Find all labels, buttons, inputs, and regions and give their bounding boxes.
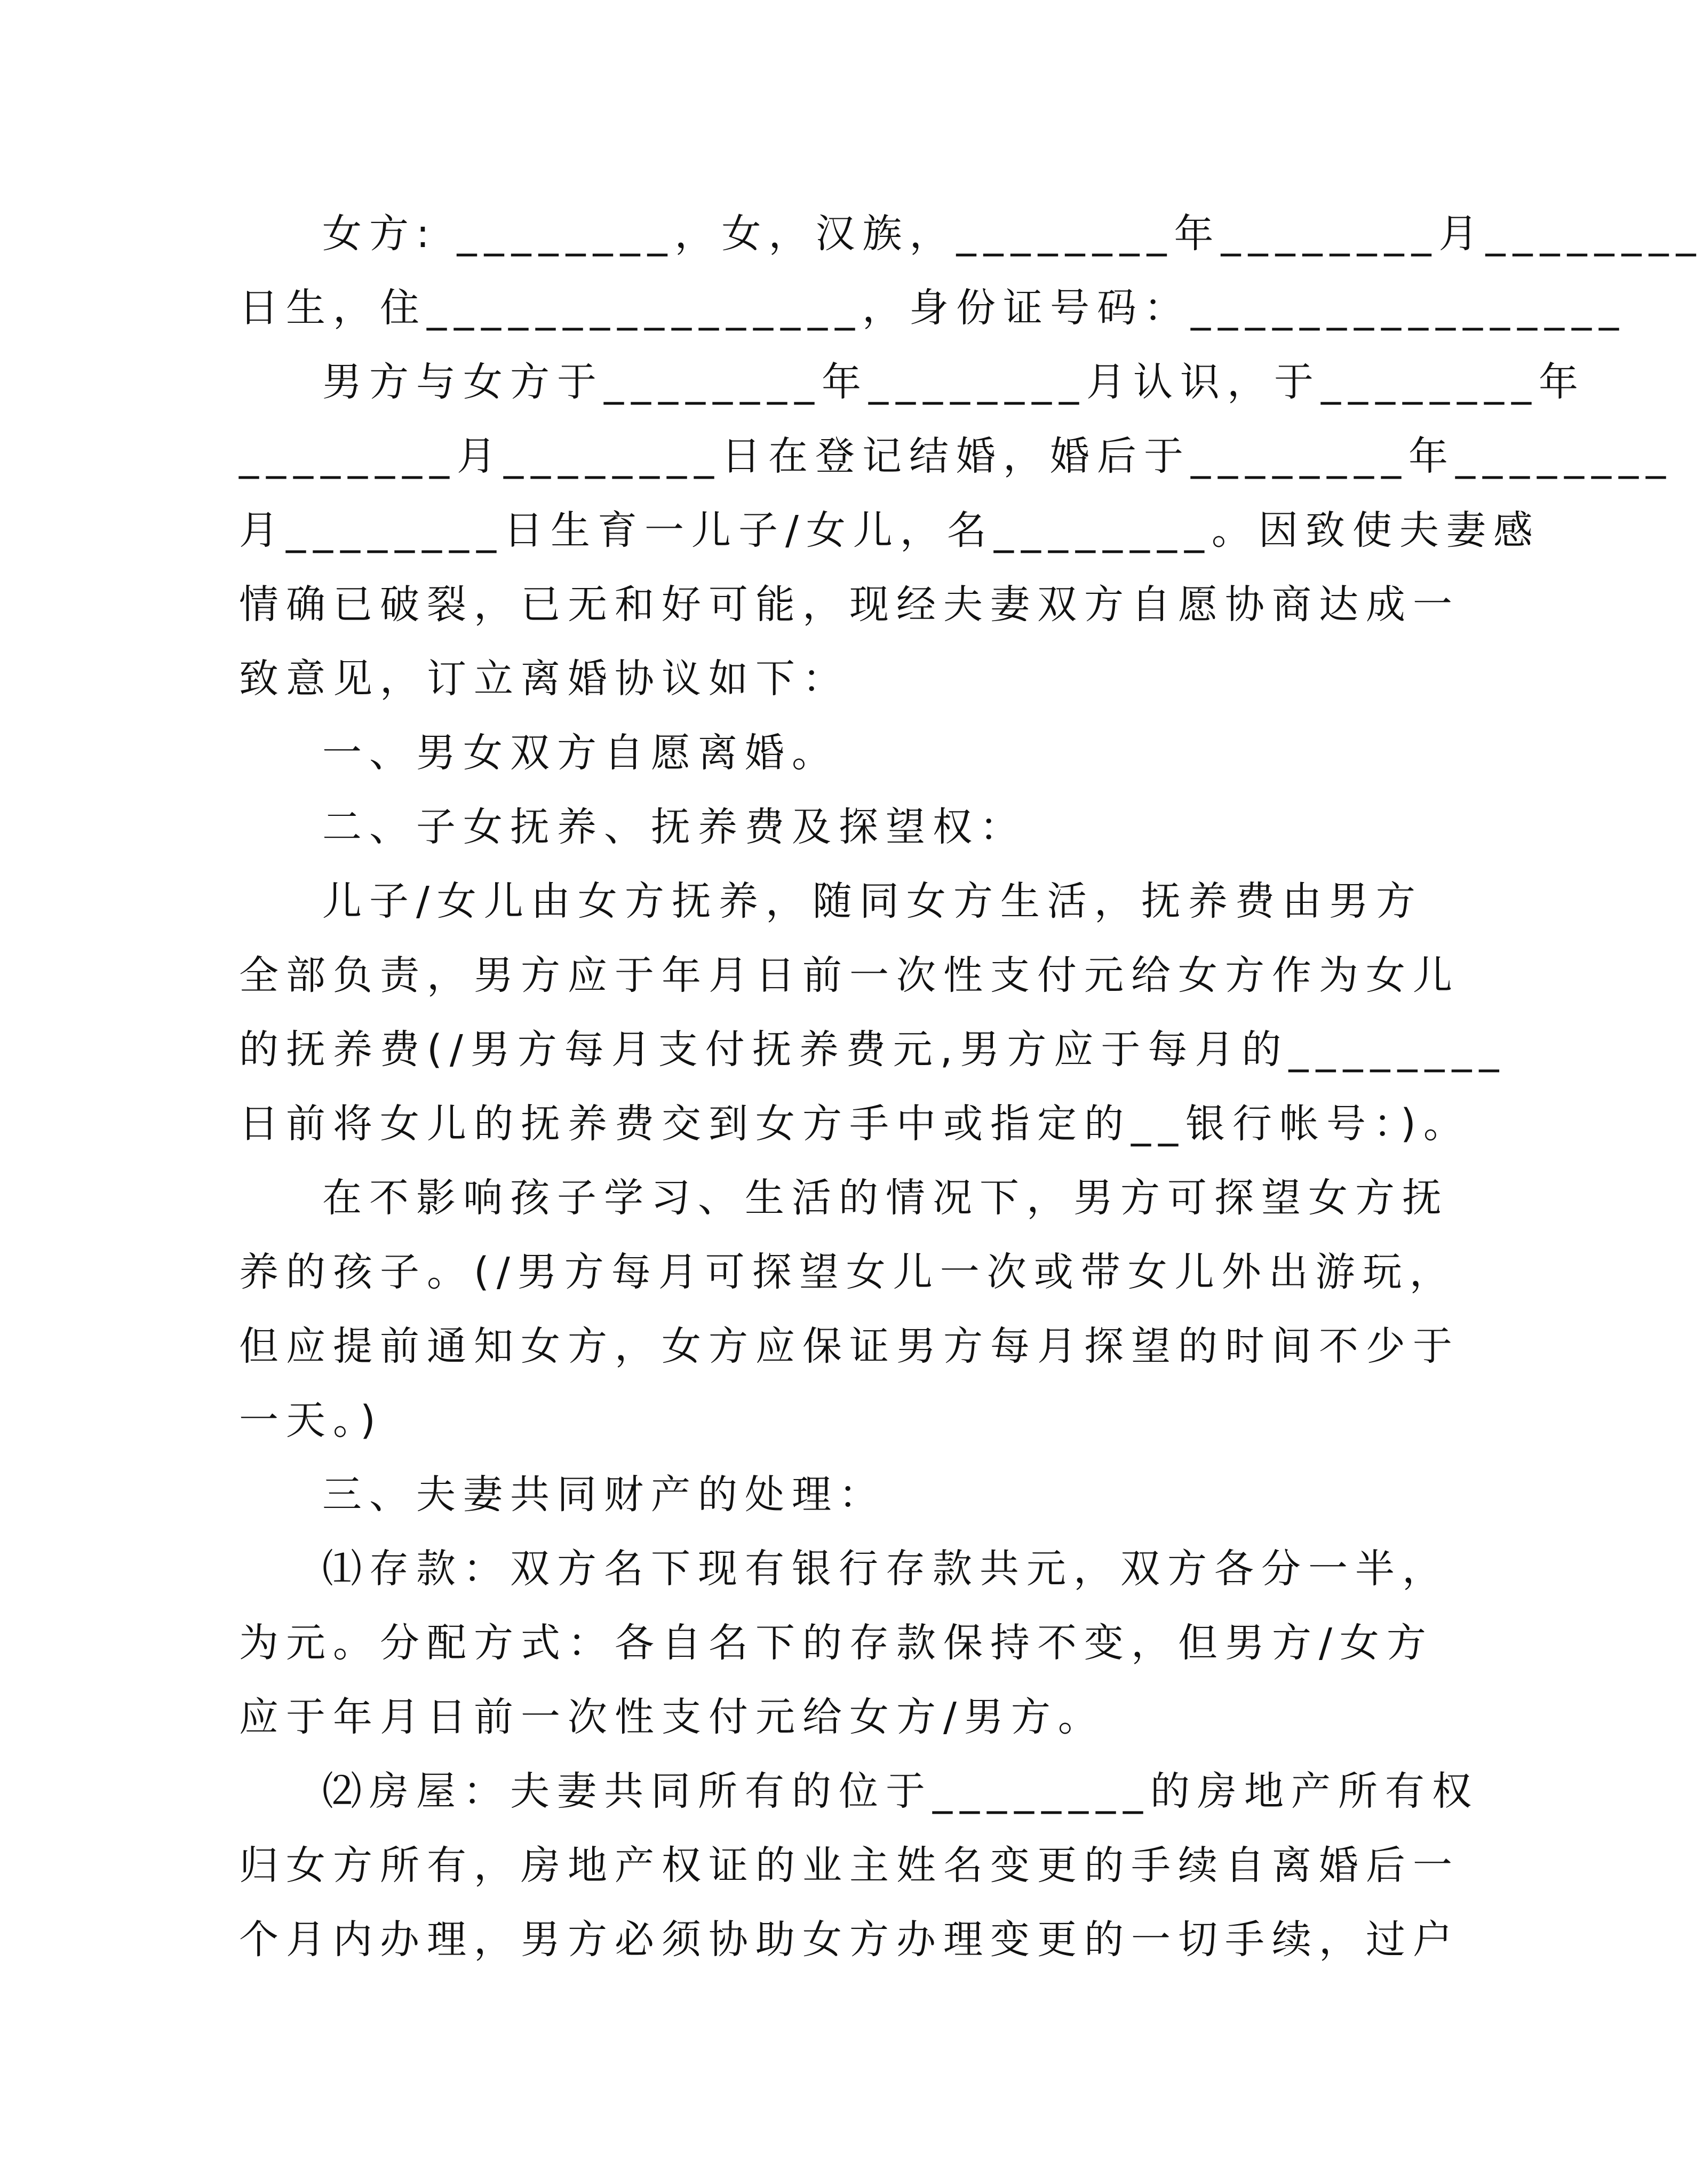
- text-line: 男方与女方于________年________月认识，于________年: [322, 359, 1586, 405]
- text-line: 全部负责，男方应于年月日前一次性支付元给女方作为女儿: [239, 952, 1460, 998]
- text-line: ⑵房屋：夫妻共同所有的位于________的房地产所有权: [322, 1768, 1479, 1814]
- text-line: ⑴存款：双方名下现有银行存款共元，双方各分一半，: [322, 1546, 1449, 1592]
- text-line: 个月内办理，男方必须协助女方办理变更的一切手续，过户: [239, 1917, 1460, 1963]
- text-line: 日生，住________________，身份证号码：________________: [239, 285, 1626, 331]
- text-line: ________月________日在登记结婚，婚后于________年________: [239, 433, 1673, 479]
- text-line: 女方: ________，女，汉族，________年________月________: [322, 211, 1703, 257]
- text-line: 致意见，订立离婚协议如下：: [239, 656, 849, 702]
- text-line: 的抚养费(/男方每月支付抚养费元,男方应于每月的________: [239, 1027, 1507, 1073]
- text-line: 归女方所有，房地产权证的业主姓名变更的手续自离婚后一: [239, 1842, 1460, 1888]
- text-line: 日前将女儿的抚养费交到女方手中或指定的__银行帐号：)。: [239, 1101, 1470, 1147]
- section-heading: 二、子女抚养、抚养费及探望权：: [322, 804, 1026, 850]
- text-line: 儿子/女儿由女方抚养，随同女方生活，抚养费由男方: [322, 878, 1423, 924]
- text-line: 一天。): [239, 1397, 383, 1443]
- text-line: 为元。分配方式：各自名下的存款保持不变，但男方/女方: [239, 1620, 1434, 1666]
- text-line: 在不影响孩子学习、生活的情况下，男方可探望女方抚: [322, 1175, 1449, 1221]
- text-line: 月________日生育一儿子/女儿，名________。因致使夫妻感: [239, 507, 1540, 553]
- section-heading: 三、夫妻共同财产的处理：: [322, 1472, 886, 1518]
- text-line: 但应提前通知女方，女方应保证男方每月探望的时间不少于: [239, 1323, 1460, 1369]
- text-line: 情确已破裂，已无和好可能，现经夫妻双方自愿协商达成一: [239, 582, 1460, 628]
- text-line: 养的孩子。(/男方每月可探望女儿一次或带女儿外出游玩，: [239, 1249, 1457, 1295]
- section-heading: 一、男女双方自愿离婚。: [322, 730, 839, 776]
- text-line: 应于年月日前一次性支付元给女方/男方。: [239, 1694, 1105, 1740]
